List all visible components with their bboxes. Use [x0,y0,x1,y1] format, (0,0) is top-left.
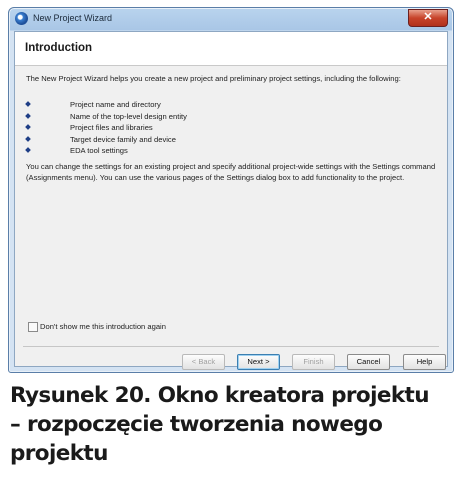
back-button[interactable]: < Back [182,354,225,370]
header-pane [15,32,447,66]
figure-caption [10,381,458,468]
next-button[interactable]: Next > [237,354,280,370]
dont-show-again-checkbox[interactable] [28,322,38,332]
help-button[interactable]: Help [403,354,446,370]
bullet-icon [25,124,31,130]
caption-line-1: Rysunek 20. Okno kreatora projektu [10,383,429,408]
window-title: New Project Wizard [33,13,113,23]
list-item-label: Project name and directory [70,100,161,109]
list-item-label: Target device family and device [70,134,176,144]
title-bar[interactable] [9,8,453,30]
app-icon [15,12,28,25]
settings-note-text: You can change the settings for an existing project and specify additional project-wide settings with the Settings command (Assignments menu). You can use the various pages of the Settings dialog box to add functionality to the project. [26,162,436,182]
list-item-label: Project files and libraries [70,123,153,132]
footer-divider [23,346,439,347]
caption-line-3: projektu [10,441,108,466]
page-title: Introduction [25,42,93,54]
intro-text: The New Project Wizard helps you create a new project and preliminary project settings, including the following: [26,74,401,83]
close-icon: ✕ [423,11,433,23]
close-button[interactable] [408,9,448,27]
caption-line-2: – rozpoczęcie tworzenia nowego [10,412,383,437]
wizard-content [14,31,448,367]
bullet-icon [25,147,31,153]
list-item-label: EDA tool settings [70,146,128,155]
dont-show-again-label[interactable]: Don't show me this introduction again [40,322,166,331]
finish-button[interactable]: Finish [292,354,335,370]
bullet-icon [25,136,31,142]
new-project-wizard-window [8,7,454,373]
bullet-icon [25,101,31,107]
cancel-button[interactable]: Cancel [347,354,390,370]
list-item-label: Name of the top-level design entity [70,111,187,121]
bullet-icon [25,113,31,119]
